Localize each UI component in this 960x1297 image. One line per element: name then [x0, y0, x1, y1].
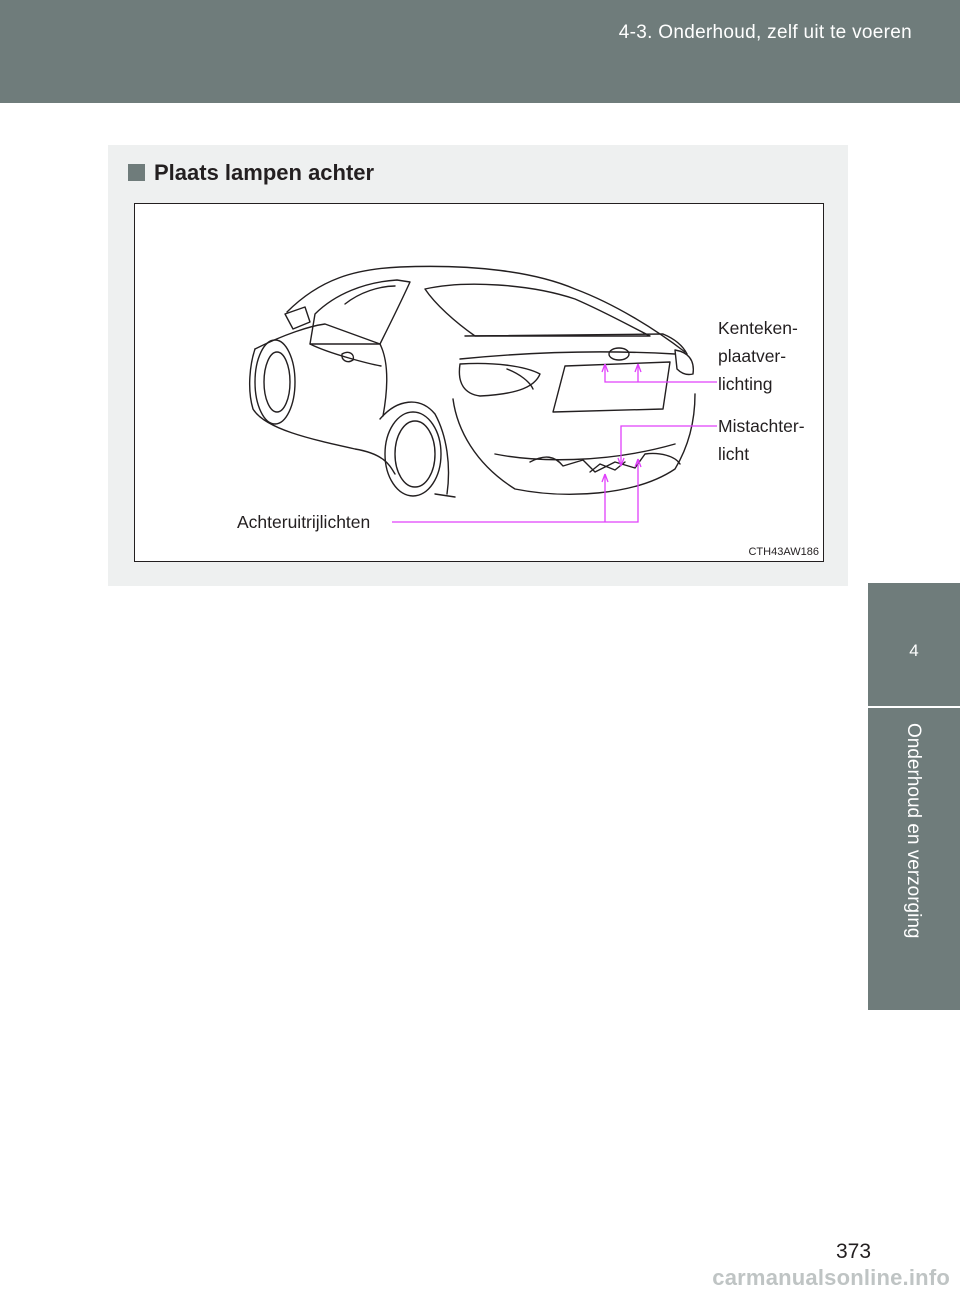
license-plate-recess: [553, 362, 670, 412]
side-window-outline: [310, 280, 410, 344]
chapter-divider: [868, 706, 960, 708]
rear-emblem: [609, 348, 629, 360]
page-number: 373: [836, 1240, 872, 1263]
trunk-outline: [465, 334, 687, 354]
chapter-number-box: [868, 583, 960, 706]
rear-fog-light-label: [718, 412, 805, 468]
chapter-section-title: 4-3. Onderhoud, zelf uit te voeren: [618, 22, 912, 43]
rear-diffuser-outline: [530, 453, 680, 472]
left-taillight: [459, 363, 540, 396]
car-roof-outline: [287, 266, 685, 352]
chapter-title: Onderhoud en verzorging: [903, 723, 924, 939]
license-plate-light-label-line2: plaatver-: [718, 346, 787, 366]
chapter-side-tab: [868, 583, 960, 1010]
license-plate-light-label: [718, 314, 798, 398]
watermark: carmanualsonline.info: [712, 1265, 950, 1290]
rear-fog-light-label-line2: licht: [718, 444, 750, 464]
square-bullet-icon: [128, 164, 145, 181]
chapter-number: 4: [909, 641, 919, 660]
license-plate-light-label-line3: lichting: [718, 374, 773, 394]
right-taillight: [675, 350, 693, 375]
rear-fog-light-label-line1: Mistachter-: [718, 416, 805, 436]
license-plate-light-label-line1: Kenteken-: [718, 318, 798, 338]
section-heading: [128, 160, 374, 186]
car-body-side-outline: [250, 349, 395, 474]
rear-wheel-arch: [380, 402, 449, 494]
section-heading-text: Plaats lampen achter: [154, 160, 375, 185]
figure-code: CTH43AW186: [748, 546, 819, 558]
rear-window-outline: [425, 284, 650, 336]
rear-wheel: [385, 412, 441, 496]
header-bar: [0, 0, 960, 103]
reverse-lights-label: Achteruitrijlichten: [237, 512, 371, 532]
license-light-callout-line: [605, 364, 717, 382]
car-rear-lamps-figure: [134, 203, 824, 562]
